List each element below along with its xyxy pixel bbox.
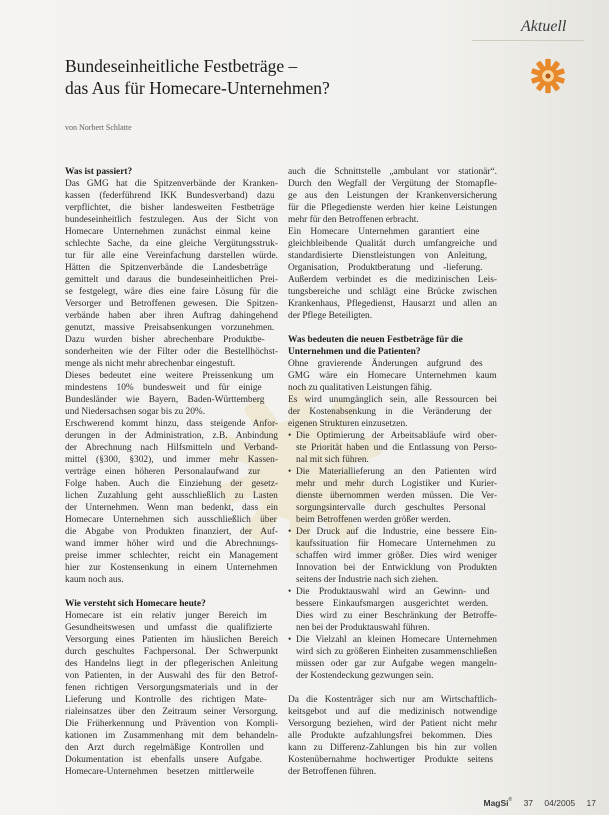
sun-ray xyxy=(545,59,550,66)
bullet-line: nen bei der Produktauswahl führen. xyxy=(296,623,430,633)
text-line: Ohne gravierende Änderungen aufgrund des xyxy=(288,359,483,369)
article-title-line: das Aus für Homecare-Unternehmen? xyxy=(65,78,330,98)
text-line: Versorgung eines Patienten im häuslichen Bereich xyxy=(65,635,278,645)
text-line: kann zu Differenz-Zahlungen bis hin zur vollen xyxy=(288,743,497,753)
page-footer xyxy=(483,797,596,809)
text-line: Gesundheitswesen und umfasst die qualifizierte xyxy=(65,623,273,633)
text-line: Hätten die Spitzenverbände die Landesbeträge xyxy=(65,263,268,273)
bullet-line: der Kostendeckung gezwungen sein. xyxy=(296,671,434,681)
bullet-line: • Die Optimierung der Arbeitsabläufe wird ober- xyxy=(288,430,497,442)
section-heading-line: Unternehmen und die Patienten? xyxy=(288,347,421,357)
text-line: Es wird unumgänglich sein, alle Ressourcen bei xyxy=(288,395,497,405)
bullet-line: dienste übernommen werden müssen. Die Ver- xyxy=(296,491,497,501)
bullet-line: beim Betroffenen werden größer werden. xyxy=(296,515,451,525)
text-line: bundeseinheitlich festzulegen. Aus der Sicht von xyxy=(65,215,278,225)
text-line: Homecare Unternehmen sich ausschließlich über xyxy=(65,515,277,525)
text-line: ge aus den Leistungen der Krankenversicherung xyxy=(288,191,497,201)
text-line: des Handelns liegt in der pflegerischen Anleitung xyxy=(65,659,278,669)
section-rule xyxy=(472,40,584,41)
text-line: kationen im Zusammenhang mit dem behandeln- xyxy=(65,731,278,741)
text-line: tungsbereiche und schlägt eine Brücke zwischen xyxy=(288,287,497,297)
text-line: fenen richtigen Versorgungsmaterials und in der xyxy=(65,683,278,693)
sun-ray xyxy=(545,86,550,93)
text-line: eigenen Strukturen einzusetzen. xyxy=(288,419,408,429)
bullet-line: mehr und mehr durch Logistiker und Kurier- xyxy=(296,479,497,489)
text-line: noch zu qualitativen Leistungen fähig. xyxy=(288,383,432,393)
text-line: Dazu wurden bisher abrechenbare Produktbe- xyxy=(65,335,265,345)
text-line: Ein Homecare Unternehmen garantiert eine xyxy=(288,227,480,237)
text-line: rialeinsatzes über den Zeitraum seiner Versorgung. xyxy=(65,707,278,717)
text-line: preise immer schlechter, reicht ein Management xyxy=(65,551,278,561)
bullet-line: wird sich zu größeren Einheiten zusammenschließen xyxy=(296,647,497,657)
magazine-name: MagSi xyxy=(483,798,509,808)
paragraph xyxy=(65,178,278,370)
bullet-line: Dies wird zu einer Beschränkung der Betroffe- xyxy=(296,611,497,621)
sun-icon xyxy=(530,58,566,94)
bullet-line: • Die Materiallieferung an den Patienten wird xyxy=(288,466,497,478)
text-line: und Niedersachsen sogar bis zu 20%. xyxy=(65,407,206,417)
text-line: kassen (federführend IKK Bundesverband) dazu xyxy=(65,191,275,201)
text-line: durch geschultes Fachpersonal. Der Schwerpunkt xyxy=(65,647,278,657)
text-line: Kostenübernahme hochwertiger Produkte seitens xyxy=(288,755,494,765)
text-line: hier zur Kostensenkung in einem Unternehmen xyxy=(65,563,278,573)
text-line: Folge haben. Auch die Einziehung der gesetz- xyxy=(65,479,278,489)
text-line: GMG wäre ein Homecare Unternehmen kaum xyxy=(288,371,497,381)
text-line: kaum noch aus. xyxy=(65,575,124,585)
text-line: wand immer höher wird und die Abrechnungs- xyxy=(65,539,278,549)
text-line: verbände haben aber ihren Auftrag dahingehend xyxy=(65,311,278,321)
text-line: Das GMG hat die Spitzenverbände der Kranken- xyxy=(65,179,278,189)
text-line: von Patienten, in der Auswahl des für den Betrof- xyxy=(65,671,278,681)
issue-date: 04/2005 xyxy=(544,798,576,808)
bullet-line: seitens der Industrie nach sich ziehen. xyxy=(296,575,439,585)
text-line: Bundesländer wie Bayern, Baden-Württemberg xyxy=(65,395,265,405)
paragraph xyxy=(288,226,497,322)
bullet-line: müssen oder gar zur Aufgabe wegen mangeln- xyxy=(296,659,497,669)
section-heading-line: Was ist passiert? xyxy=(65,167,133,177)
author-byline: von Norbert Schlatte xyxy=(65,123,132,132)
text-line: der Pflege Beteiligten. xyxy=(288,311,373,321)
text-line: Homecare ist ein relativ junger Bereich im xyxy=(65,611,267,621)
paragraph xyxy=(288,358,497,394)
text-line: derungen in der Administration, z.B. Anbindung xyxy=(65,431,278,441)
bullet-item xyxy=(288,586,497,634)
text-line: genutzt, massive Preisabsenkungen vorzunehmen. xyxy=(65,323,275,333)
text-line: den Arzt durch regelmäßige Kontrollen und xyxy=(65,743,264,753)
text-line: mindestens 10% bundesweit und für einige xyxy=(65,383,262,393)
text-line: Die Früherkennung und Prävention von Kompli- xyxy=(65,719,278,729)
paragraph xyxy=(65,418,278,586)
text-line: der Kostenabsenkung in die Veränderung der xyxy=(288,407,492,417)
text-line: tur für alle eine Vereinfachung darstellen würde. xyxy=(65,251,278,261)
section-heading-line: Was bedeuten die neuen Festbeträge für die xyxy=(288,335,463,345)
text-line: lichen Zuzahlung geht ausschließlich zu Lasten xyxy=(65,491,278,501)
left-column xyxy=(65,166,278,778)
bullet-line: kaufssituation für Homecare Unternehmen zu xyxy=(296,539,496,549)
bullet-line: ste Priorität haben und die Entlassung von Perso- xyxy=(296,443,497,453)
bullet-line: schaffen wird immer größer. Dies wird weniger xyxy=(296,551,497,561)
text-line: menge als nicht mehr abrechenbar eingestuft. xyxy=(65,359,236,369)
text-line: Versorger und Betroffenen gewesen. Die Spitzen- xyxy=(65,299,278,309)
text-line: auch die Schnittstelle „ambulant vor stationär“. xyxy=(288,167,497,177)
text-line: gemittelt und daraus die bundeseinheitlichen Prei- xyxy=(65,275,278,285)
bullet-line: • Der Druck auf die Industrie, eine bessere Ein- xyxy=(288,526,497,538)
text-line: Homecare Unternehmen zunächst einmal keine xyxy=(65,227,271,237)
text-line: Da die Kostenträger sich nur am Wirtschaftlich- xyxy=(288,695,497,705)
text-line: sonderheiten wie der Filter oder die Bestellhöchst- xyxy=(65,347,278,357)
text-line: Außerdem verbindet es die medizinischen Leis- xyxy=(288,275,497,285)
bullet-item xyxy=(288,430,497,466)
paragraph xyxy=(65,610,278,778)
text-line: der Unternehmen. Wenn man bedenkt, dass ein xyxy=(65,503,278,513)
bullet-list xyxy=(288,430,497,682)
issue-number: 37 xyxy=(523,798,534,808)
bullet-line: nal mit sich führen. xyxy=(296,455,369,465)
text-line: verpflichtet, die bisher landesweiten Festbeträge xyxy=(65,203,275,213)
bullet-line: bessere Einkaufsmargen ausgerichtet werden. xyxy=(296,599,489,609)
text-line: Erschwerend kommt hinzu, dass steigende Anfor- xyxy=(65,419,278,429)
article-section xyxy=(288,166,497,322)
text-line: standardisierte Dienstleistungen von Anleitung, xyxy=(288,251,488,261)
text-line: der Betroffenen führen. xyxy=(288,767,377,777)
text-line: Dieses bedeutet eine weitere Preissenkung um xyxy=(65,371,274,381)
bullet-line: Innovation bei der Entwicklung von Produkten xyxy=(296,563,497,573)
article-section xyxy=(288,694,497,778)
text-line: mehr für den Betroffenen erbracht. xyxy=(288,215,419,225)
article-section xyxy=(65,166,278,586)
article-section xyxy=(65,598,278,778)
text-line: für die Pflegedienste werden hier keine Leistungen xyxy=(288,203,497,213)
text-line: gleichbleibende Qualität durch umfangreiche und xyxy=(288,239,497,249)
text-line: keitsgebot und auf die medizinisch notwendige xyxy=(288,707,497,717)
paragraph xyxy=(288,394,497,430)
paragraph xyxy=(65,370,278,418)
bullet-line: • Die Produktauswahl wird an Gewinn- und xyxy=(288,586,497,598)
text-line: der Abrechnung nach Hilfsmitteln und Verband- xyxy=(65,443,278,453)
text-line: Organisation, Produktberatung und -lieferung. xyxy=(288,263,483,273)
registered-mark: ® xyxy=(508,797,513,803)
text-line: die Abgabe von Produkten finanziert, der Auf- xyxy=(65,527,278,537)
text-line: alle Produkte aufzahlungsfrei bekommen. Dies xyxy=(288,731,493,741)
text-line: verträge einen höheren Personalaufwand zur xyxy=(65,467,261,477)
text-line: Dokumentation ist ebenfalls unsere Aufgabe. xyxy=(65,755,262,765)
text-line: Krankenhaus, Pflegedienst, Hausarzt und allen an xyxy=(288,299,497,309)
paragraph xyxy=(288,694,497,778)
sun-dot xyxy=(545,73,550,78)
article-title xyxy=(65,55,330,99)
text-line: Lieferung und Kontrolle des richtigen Mate- xyxy=(65,695,267,705)
bullet-item xyxy=(288,634,497,682)
page-number: 17 xyxy=(586,798,596,808)
text-line: schlechte Sache, da eine gleiche Vergütungsstruk- xyxy=(65,239,278,249)
text-line: mittel (§300, §302), und immer mehr Kassen- xyxy=(65,455,278,465)
article-section xyxy=(288,334,497,682)
right-column xyxy=(288,166,497,778)
section-label: Aktuell xyxy=(521,18,567,35)
article-title-line: Bundeseinheitliche Festbeträge – xyxy=(65,56,298,76)
section-heading-line: Wie versteht sich Homecare heute? xyxy=(65,599,206,609)
bullet-line: sorgungsintervalle durch geschultes Personal xyxy=(296,503,486,513)
text-line: Versorgung beziehen, wird der Patient nicht mehr xyxy=(288,719,497,729)
text-line: se festgelegt, wäre dies eine faire Lösung für die xyxy=(65,287,278,297)
bullet-item xyxy=(288,526,497,586)
bullet-item xyxy=(288,466,497,526)
text-line: Homecare-Unternehmen besetzen mittlerweile xyxy=(65,767,254,777)
paragraph xyxy=(288,166,497,226)
text-line: Durch den Wegfall der Vergütung der Stomapfle- xyxy=(288,179,497,189)
bullet-line: • Die Vielzahl an kleinen Homecare Unternehmen xyxy=(288,634,497,646)
